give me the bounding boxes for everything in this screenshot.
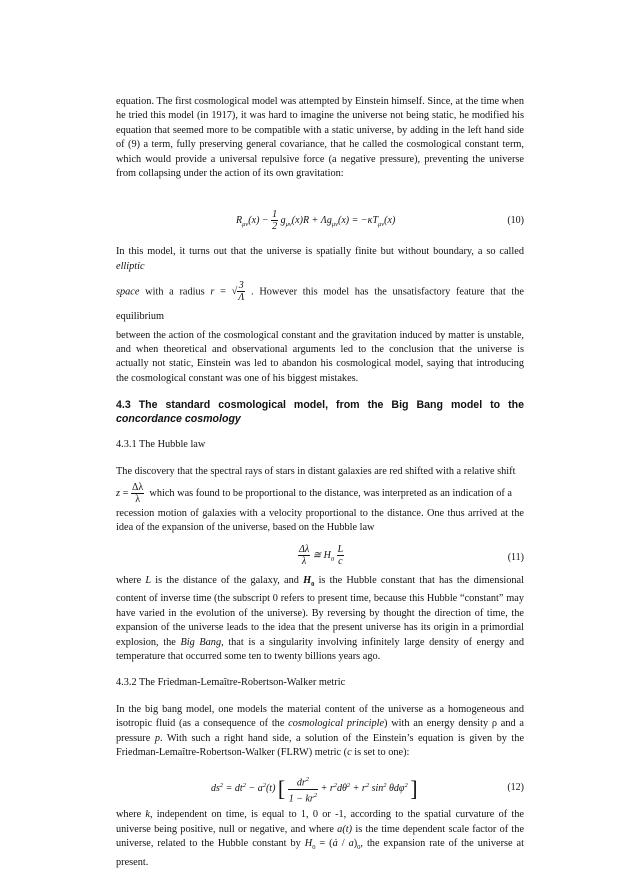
fraction-denominator: Λ: [238, 292, 245, 304]
equation-middle: ≅ H: [312, 549, 331, 561]
fraction-numerator: 3: [238, 280, 244, 292]
equation-10-body: $R_{\mu\nu}(x)$ − $\frac{1}{2}$ $g_{\mu\nu}(x)R + \Lambda g_{\mu\nu}(x) = -\kappa T_{\mu\nu}(x)$: [236, 209, 396, 233]
text: is set to one):: [354, 746, 410, 758]
emphasis: elliptic: [116, 260, 145, 272]
heading-text: 4.3 The standard cosmological model, from the Big Bang model to the: [116, 399, 524, 412]
text: which was found to be proportional to the distance, was interpreted as an indication of a: [149, 488, 512, 500]
paragraph-curvature: where k, independent on time, is equal to 1, 0 or -1, according to the spatial curvature of the universe being positive, null or negative, and where a(t) is the time dependent scale factor of the universe, related to the Hubble constant by $H_0$ = (ȧ / $a)_0$, the expansion rate of the universe at present.: [116, 809, 525, 868]
text: is the distance of the galaxy, and: [155, 574, 299, 586]
section-heading-4-3: [116, 398, 524, 426]
equation-11: [116, 544, 524, 574]
fraction-denominator: λ: [301, 555, 307, 567]
text: In this model, it turns out that the universe is spatially finite but without boundary, a so called: [116, 246, 524, 258]
text: where: [116, 574, 142, 586]
text: , the expansion rate of the universe at present.: [116, 838, 524, 868]
paragraph-hubble-discovery: [116, 465, 524, 479]
text: . However this model has the unsatisfactory feature that the equilibrium: [116, 286, 525, 322]
fraction-denominator: 2: [272, 221, 278, 233]
paragraph-einstein-model: [116, 95, 524, 181]
fraction-numerator: Δλ: [131, 482, 144, 494]
equation-10: [116, 203, 524, 237]
text: ) with an energy density ρ and a pressure: [116, 718, 524, 744]
paragraph-redshift-line: z = $\frac{\Delta\lambda}{\lambda}$ which was found to be proportional to the distance, was interpreted as an indication of a: [116, 482, 512, 506]
sqrt-expression: √ $\frac{3}{\Lambda}$: [231, 280, 245, 304]
subsection-heading-4-3-2: 4.3.2 The Friedman-Lemaître-Robertson-Walker metric: [116, 677, 346, 689]
text: . With such a right hand side, a solution of the Einstein’s equation is given by the Friedman-Lemaître-Robertson-Walker (FLRW) metric (: [116, 732, 525, 758]
emphasis: space: [116, 286, 140, 298]
paragraph-elliptic-space: [116, 245, 524, 274]
equation-number: (11): [507, 551, 524, 563]
text: where: [116, 809, 142, 821]
variable: p: [154, 732, 160, 744]
emphasis: Big Bang: [180, 636, 222, 648]
variable: c: [347, 746, 352, 758]
text: The discovery that the spectral rays of stars in distant galaxies are red shifted with a relative shift: [116, 465, 516, 477]
equation-number: (10): [507, 215, 524, 227]
paragraph-text: equation. The first cosmological model was attempted by Einstein himself. Since, at the time when he tried this model (in 1917), it was hard to imagine the universe not being static, he modified his equation that seemed more to be compatible with a static universe, by adding in the left hand side of (9) a term, fully preserving general covariance, that he called the cosmological constant term, which would provide a universal repulsive force (a negative pressure), preventing the universe from collapsing under the action of its own gravitation:: [116, 96, 524, 180]
fraction-numerator: 1: [272, 209, 278, 221]
equation-number: (12): [507, 782, 524, 794]
variable: k: [145, 809, 150, 821]
paragraph-unstable-equilibrium: [116, 329, 524, 387]
page-content: [116, 95, 524, 870]
text: with a radius: [145, 286, 205, 298]
fraction-numerator: Δλ: [299, 543, 310, 555]
equation-12: [116, 770, 524, 808]
text: , independent on time, is equal to 1, 0 or -1, according to the spatial curvature of the universe being positive, null or negative, and where: [116, 809, 525, 835]
fraction-numerator: L: [337, 543, 344, 555]
heading-emphasis: concordance cosmology: [116, 413, 241, 426]
paragraph-flrw: [116, 703, 524, 761]
variable: a(t): [337, 823, 353, 835]
equation-10-fraction: [271, 209, 278, 232]
variable: L: [145, 574, 152, 586]
text: In the big bang model, one models the material content of the universe as a homogeneous and isotropic fluid (as a consequence of the: [116, 703, 524, 730]
paragraph-radius-line: space with a radius r = √ $\frac{3}{\Lambda}$ . However this model has the unsatisfactory feature that the equilibrium: [116, 280, 525, 322]
variable: H: [303, 574, 312, 586]
equation-11-body: $\frac{\Delta\lambda}{\lambda}$ ≅ $H_0$ $\frac{L}{c}$: [299, 543, 344, 567]
fraction-denominator: λ: [135, 494, 141, 506]
text: , that is a singularity involving infinitely large density of energy and temperature that occurred some ten to twenty billions years ago.: [116, 636, 524, 662]
equation-12-body: $ds^2 = dt^2 - a^2(t)$ [ $\frac{dr^2}{1 - kr^2}$ + $r^2d\theta^2 + r^2$ $\sin^2 \theta d\varphi^2$ ]: [211, 776, 418, 805]
text: between the action of the cosmological constant and the gravitation induced by matter is unstable, and when theoretical and observational arguments led to the conclusion that the universe is actually not static, Einstein was led to abandon his cosmological model, saying that introducing the cosmological constant was one of his biggest mistakes.: [116, 329, 524, 384]
subsection-heading-4-3-1: 4.3.1 The Hubble law: [116, 439, 206, 451]
text: recession motion of galaxies with a velocity proportional to the distance. One thus arrived at the idea of the expansion of the universe, based on the Hubble law: [116, 508, 524, 534]
text: is the Hubble constant that has the dimensional content of inverse time (the subscript 0 refers to present time, because this Hubble “constant” may have varied in the evolution of the universe). By reversing by thought the direction of time, the expansion of the universe leads to the idea that the present universe has its origin in a primordial explosion, the: [116, 574, 524, 648]
paragraph-hubble-constant: where L is the distance of the galaxy, and $H_0$ is the Hubble constant that has the dimensional content of inverse time (the subscript 0 refers to present time, because this Hubble “constant” may have varied in the evolution of the universe). By reversing by thought the direction of time, the expansion of the universe leads to the idea that the present universe has its origin in a primordial explosion, the Big Bang, that is a singularity involving infinitely large density of energy and temperature that occurred some ten to twenty billions years ago.: [116, 574, 524, 662]
fraction-denominator: c: [338, 555, 343, 567]
emphasis: cosmological principle: [288, 718, 385, 730]
text: is the time dependent scale factor of the universe, related to the Hubble constant by: [116, 823, 525, 850]
paragraph-recession: [116, 507, 524, 536]
redshift-fraction: [131, 482, 144, 505]
